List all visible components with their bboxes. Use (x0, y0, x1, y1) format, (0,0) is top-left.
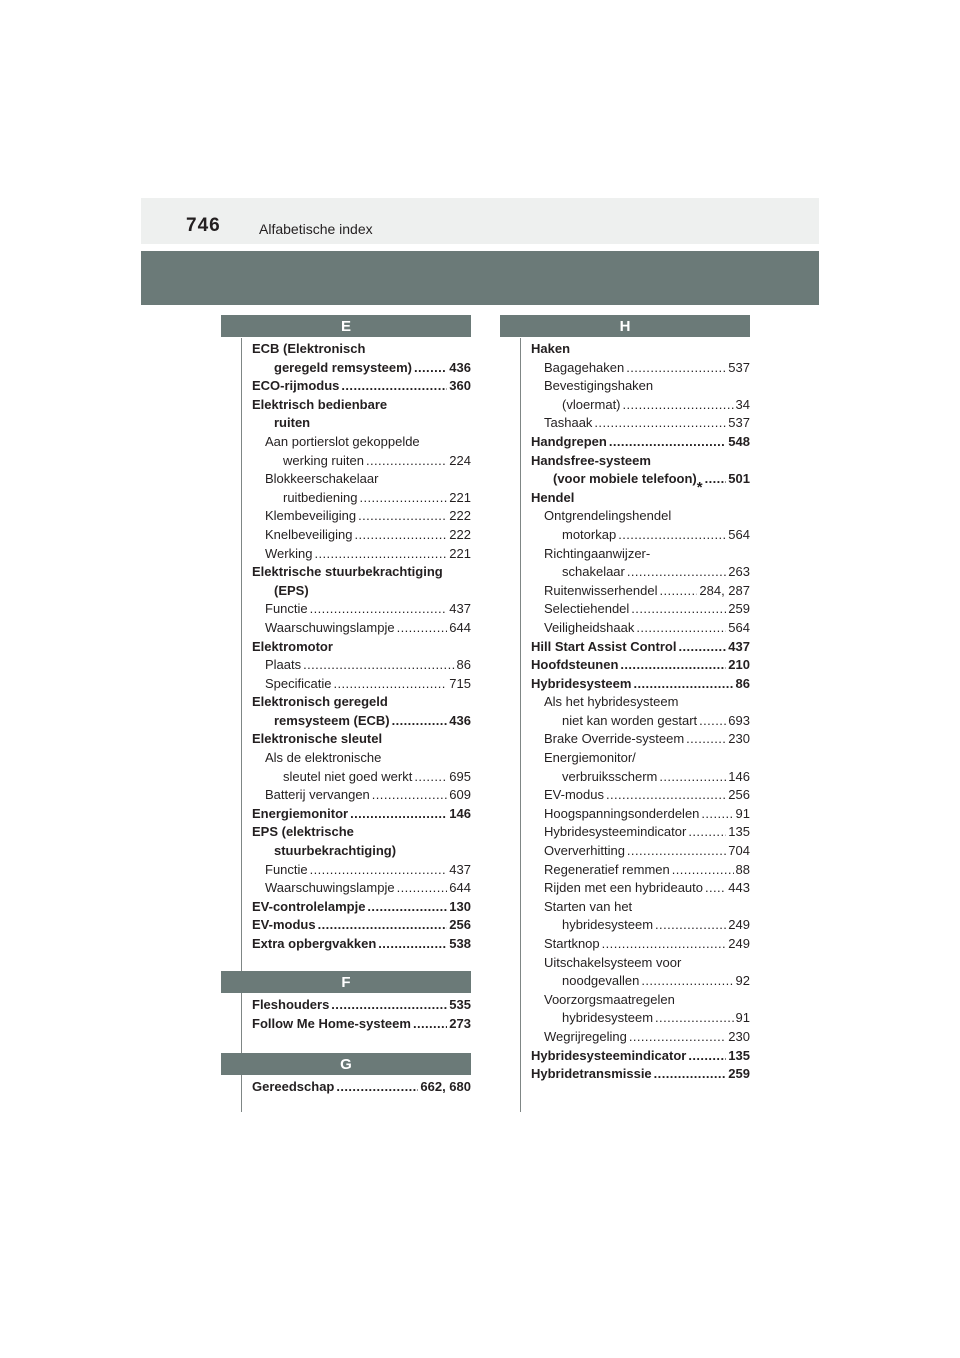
entry-term: Functie (265, 861, 308, 877)
page-reference: 537 (728, 359, 750, 375)
index-entry (531, 638, 750, 657)
index-heading: Als het hybridesysteem (544, 694, 679, 710)
dot-leader (631, 600, 726, 619)
dot-leader (594, 414, 726, 433)
dot-leader (310, 600, 448, 619)
page-reference: 548 (728, 433, 750, 449)
page-reference: 284, 287 (699, 582, 750, 598)
index-entry (252, 619, 471, 638)
page-reference: 249 (728, 936, 750, 951)
dot-leader (358, 507, 447, 526)
entry-term: Tashaak (544, 415, 593, 431)
index-heading: Uitschakelsysteem voor (544, 954, 682, 970)
entry-term: verbruiksscherm (562, 768, 658, 784)
entry-term: Startknop (544, 936, 600, 951)
entry-term: Gereedschap (252, 1079, 335, 1094)
index-entry (531, 842, 750, 861)
index-entry (252, 712, 471, 731)
index-entry (252, 1078, 471, 1097)
page-reference: 135 (728, 824, 750, 840)
entry-term: hybridesysteem (562, 1010, 654, 1026)
page-reference: 86 (735, 675, 750, 691)
index-entry (252, 675, 471, 694)
dot-leader (688, 1047, 726, 1066)
entry-term: schakelaar (562, 564, 625, 580)
page-reference: 130 (449, 898, 471, 914)
dot-leader (686, 730, 726, 749)
entry-term: remsysteem (ECB) (274, 712, 390, 728)
entry-term: sleutel niet goed werkt (283, 768, 413, 784)
letter-heading-g: G (221, 1053, 471, 1075)
page-reference: 91 (735, 805, 750, 821)
page-reference: 273 (449, 1015, 471, 1031)
dot-leader (602, 935, 727, 954)
entry-term: EV-modus (252, 917, 316, 933)
column-rule-left (241, 338, 242, 1112)
entry-term: Rijden met een hybrideauto (544, 880, 703, 896)
entry-term: noodgevallen (562, 973, 640, 989)
entry-term: (vloermat) (562, 396, 621, 412)
dot-leader (705, 470, 727, 489)
dot-leader (392, 712, 448, 731)
index-list-h (531, 340, 750, 1084)
entry-term: Werking (265, 545, 313, 561)
dot-leader (672, 861, 734, 880)
index-entry (531, 1065, 750, 1084)
entry-term: Knelbeveiliging (265, 526, 353, 542)
page-reference: 437 (449, 861, 471, 877)
index-entry (531, 861, 750, 880)
dot-leader (654, 1065, 727, 1084)
dot-leader (659, 582, 697, 601)
dot-leader (367, 898, 447, 917)
index-entry (252, 786, 471, 805)
index-entry (531, 712, 750, 731)
dot-leader (626, 359, 726, 378)
index-heading: Haken (531, 341, 571, 356)
index-entry (531, 935, 750, 954)
page-reference: 146 (728, 768, 750, 784)
entry-term: (voor mobiele telefoon) (553, 471, 697, 487)
index-entry (531, 414, 750, 433)
index-entry (252, 656, 471, 675)
index-entry (531, 619, 750, 638)
dot-leader (629, 1028, 726, 1047)
dot-leader (620, 656, 726, 675)
page-reference: 436 (449, 359, 471, 375)
dot-leader (688, 823, 726, 842)
page-reference: 222 (449, 526, 471, 542)
dot-leader (659, 768, 726, 787)
dot-leader (333, 675, 447, 694)
entry-term: motorkap (562, 526, 617, 542)
index-entry (531, 563, 750, 582)
dot-leader (701, 805, 733, 824)
dot-leader (641, 972, 733, 991)
index-entry (531, 730, 750, 749)
page-reference: 222 (449, 508, 471, 524)
index-entry (252, 898, 471, 917)
page-reference: 564 (728, 619, 750, 635)
index-entry (531, 805, 750, 824)
entry-term: geregeld remsysteem) (274, 359, 413, 375)
entry-term: Functie (265, 601, 308, 617)
index-entry (252, 861, 471, 880)
page-reference: 221 (449, 545, 471, 561)
index-heading: ECB (Elektronisch (252, 341, 366, 356)
page-reference: 86 (456, 657, 471, 673)
index-heading: Elektrisch bedienbare (252, 396, 388, 412)
dot-leader (623, 396, 734, 415)
index-heading: Elektronische sleutel (252, 731, 383, 747)
index-heading: Voorzorgsmaatregelen (544, 991, 675, 1007)
page-reference: 436 (449, 712, 471, 728)
entry-term: Regeneratief remmen (544, 861, 670, 877)
index-entry: (voor mobiele telefoon) * ..... 501 (531, 470, 750, 489)
index-entry (531, 879, 750, 898)
dot-leader (397, 619, 448, 638)
page-reference: 224 (449, 452, 471, 468)
index-entry (531, 433, 750, 452)
dot-leader (618, 526, 726, 545)
dot-leader (606, 786, 726, 805)
page-reference: 210 (728, 657, 750, 673)
index-entry (252, 452, 471, 471)
index-entry (531, 656, 750, 675)
index-entry (531, 582, 750, 601)
dot-leader (705, 879, 726, 898)
entry-term: Extra opbergvakken (252, 936, 377, 951)
page-reference: 644 (449, 619, 471, 635)
index-list-e (252, 340, 471, 954)
page-reference: 609 (449, 787, 471, 803)
index-entry (252, 359, 471, 378)
dot-leader (372, 786, 448, 805)
dot-leader (397, 879, 448, 898)
entry-term: Plaats (265, 657, 302, 673)
entry-term: Specificatie (265, 675, 332, 691)
index-heading: Aan portierslot gekoppelde (265, 433, 420, 449)
page-reference: 146 (449, 805, 471, 821)
entry-term: Ruitenwisserhendel (544, 582, 658, 598)
page-reference: 230 (728, 731, 750, 747)
index-entry (252, 768, 471, 787)
dot-leader (699, 712, 726, 731)
section-title: Alfabetische index (259, 221, 373, 237)
header-band (141, 251, 819, 305)
entry-term: Hybridesysteem (531, 675, 632, 691)
dot-leader (336, 1078, 418, 1097)
page-reference: 256 (728, 787, 750, 803)
index-heading: Bevestigingshaken (544, 378, 654, 394)
page-reference: 644 (449, 880, 471, 896)
page-reference: 564 (728, 526, 750, 542)
page-reference: 249 (728, 917, 750, 933)
index-heading: ruiten (274, 415, 311, 431)
entry-term: Batterij vervangen (265, 787, 370, 803)
page-reference: 535 (449, 997, 471, 1012)
dot-leader (331, 996, 447, 1015)
entry-term: Hybridesysteemindicator (531, 1047, 687, 1063)
page-number: 746 (186, 215, 221, 236)
page-reference: 256 (449, 917, 471, 933)
dot-leader (341, 377, 447, 396)
index-entry (531, 786, 750, 805)
dot-leader (366, 452, 447, 471)
page-reference: 437 (728, 638, 750, 654)
index-entry (252, 916, 471, 935)
index-entry (531, 1028, 750, 1047)
index-entry (252, 935, 471, 954)
index-heading: Als de elektronische (265, 750, 382, 766)
entry-term: niet kan worden gestart (562, 712, 698, 728)
entry-term: ECO-rijmodus (252, 378, 340, 394)
page-reference: 230 (728, 1028, 750, 1044)
dot-leader (310, 861, 448, 880)
entry-term: EV-controlelampje (252, 898, 366, 914)
index-heading: Starten van het (544, 898, 633, 914)
index-heading: Hendel (531, 489, 575, 505)
index-entry (252, 526, 471, 545)
letter-heading-h: H (500, 315, 750, 337)
index-entry (531, 526, 750, 545)
index-entry (252, 377, 471, 396)
index-entry (531, 359, 750, 378)
index-entry (252, 600, 471, 619)
page-header (141, 198, 819, 244)
page-reference: 92 (735, 973, 750, 989)
entry-term: Hybridetransmissie (531, 1066, 652, 1082)
page-reference: 221 (449, 489, 471, 505)
index-entry (531, 396, 750, 415)
index-entry (252, 996, 471, 1015)
dot-leader (609, 433, 726, 452)
entry-term: Hoofdsteunen (531, 657, 619, 673)
entry-term: hybridesysteem (562, 917, 654, 933)
page-reference: 259 (728, 601, 750, 617)
entry-term: Hill Start Assist Control (531, 638, 677, 654)
dot-leader (627, 842, 726, 861)
index-entry (252, 1015, 471, 1034)
entry-term: Selectiehendel (544, 601, 630, 617)
dot-leader (303, 656, 454, 675)
index-entry (252, 507, 471, 526)
page-reference: 443 (728, 880, 750, 896)
index-heading: Elektrische stuurbekrachtiging (252, 564, 443, 580)
index-entry (531, 1047, 750, 1066)
entry-term: Fleshouders (252, 997, 330, 1012)
dot-leader (378, 935, 447, 954)
index-entry (531, 768, 750, 787)
index-entry (252, 545, 471, 564)
dot-leader (627, 563, 726, 582)
index-heading: Energiemonitor/ (544, 750, 636, 766)
entry-term: Hoogspanningsonderdelen (544, 805, 700, 821)
entry-term: Follow Me Home-systeem (252, 1015, 411, 1031)
dot-leader (678, 638, 726, 657)
entry-term: Hybridesysteemindicator (544, 824, 687, 840)
dot-leader (413, 1015, 447, 1034)
page-reference: 695 (449, 768, 471, 784)
index-entry (531, 1009, 750, 1028)
dot-leader (359, 489, 447, 508)
entry-term: EV-modus (544, 787, 604, 803)
dot-leader (636, 619, 726, 638)
index-heading: (EPS) (274, 582, 309, 598)
index-entry (531, 916, 750, 935)
page-reference: 693 (728, 712, 750, 728)
page-reference: 91 (735, 1010, 750, 1026)
index-entry (531, 600, 750, 619)
index-heading: Blokkeerschakelaar (265, 471, 379, 487)
dot-leader (633, 675, 733, 694)
entry-term: Oververhitting (544, 843, 625, 859)
entry-term: Veiligheidshaak (544, 619, 635, 635)
letter-heading-e: E (221, 315, 471, 337)
column-rule-right (520, 338, 521, 1112)
index-entry (531, 823, 750, 842)
index-entry (252, 805, 471, 824)
page-reference: 135 (728, 1047, 750, 1063)
entry-term: Klembeveiliging (265, 508, 357, 524)
page-reference: 88 (735, 861, 750, 877)
index-heading: Elektronisch geregeld (252, 694, 388, 710)
index-entry (252, 879, 471, 898)
dot-leader (655, 1009, 733, 1028)
page-reference: 34 (735, 396, 750, 412)
dot-leader (655, 916, 726, 935)
dot-leader (414, 359, 447, 378)
index-heading: stuurbekrachtiging) (274, 843, 397, 859)
dot-leader (354, 526, 447, 545)
page-reference: 537 (728, 415, 750, 431)
index-list-f (252, 996, 471, 1033)
page-reference: 538 (449, 936, 471, 951)
entry-term: Waarschuwingslampje (265, 619, 395, 635)
dot-leader (350, 805, 447, 824)
dot-leader (314, 545, 447, 564)
page-reference: 259 (728, 1066, 750, 1082)
entry-term: Wegrijregeling (544, 1028, 627, 1044)
index-entry (252, 489, 471, 508)
entry-term: Bagagehaken (544, 359, 625, 375)
letter-heading-f: F (221, 971, 471, 993)
dot-leader (318, 916, 448, 935)
index-list-g (252, 1078, 471, 1097)
entry-term: werking ruiten (283, 452, 364, 468)
page-reference: 704 (728, 843, 750, 859)
index-entry (531, 675, 750, 694)
index-heading: Ontgrendelingshendel (544, 508, 672, 524)
page-reference: 715 (449, 675, 471, 691)
index-heading: Handsfree-systeem (531, 452, 651, 468)
index-entry (531, 972, 750, 991)
page-reference: 662, 680 (420, 1079, 471, 1094)
page-reference: 501 (728, 471, 750, 487)
entry-term: Waarschuwingslampje (265, 880, 395, 896)
entry-term: Brake Override-systeem (544, 731, 685, 747)
entry-term: Handgrepen (531, 433, 607, 449)
page-reference: 360 (449, 378, 471, 394)
index-heading: EPS (elektrische (252, 824, 354, 840)
index-heading: Elektromotor (252, 638, 333, 654)
entry-term: Energiemonitor (252, 805, 349, 821)
entry-term: ruitbediening (283, 489, 358, 505)
dot-leader (414, 768, 447, 787)
page-reference: 263 (728, 564, 750, 580)
page-reference: 437 (449, 601, 471, 617)
index-heading: Richtingaanwijzer- (544, 545, 651, 561)
